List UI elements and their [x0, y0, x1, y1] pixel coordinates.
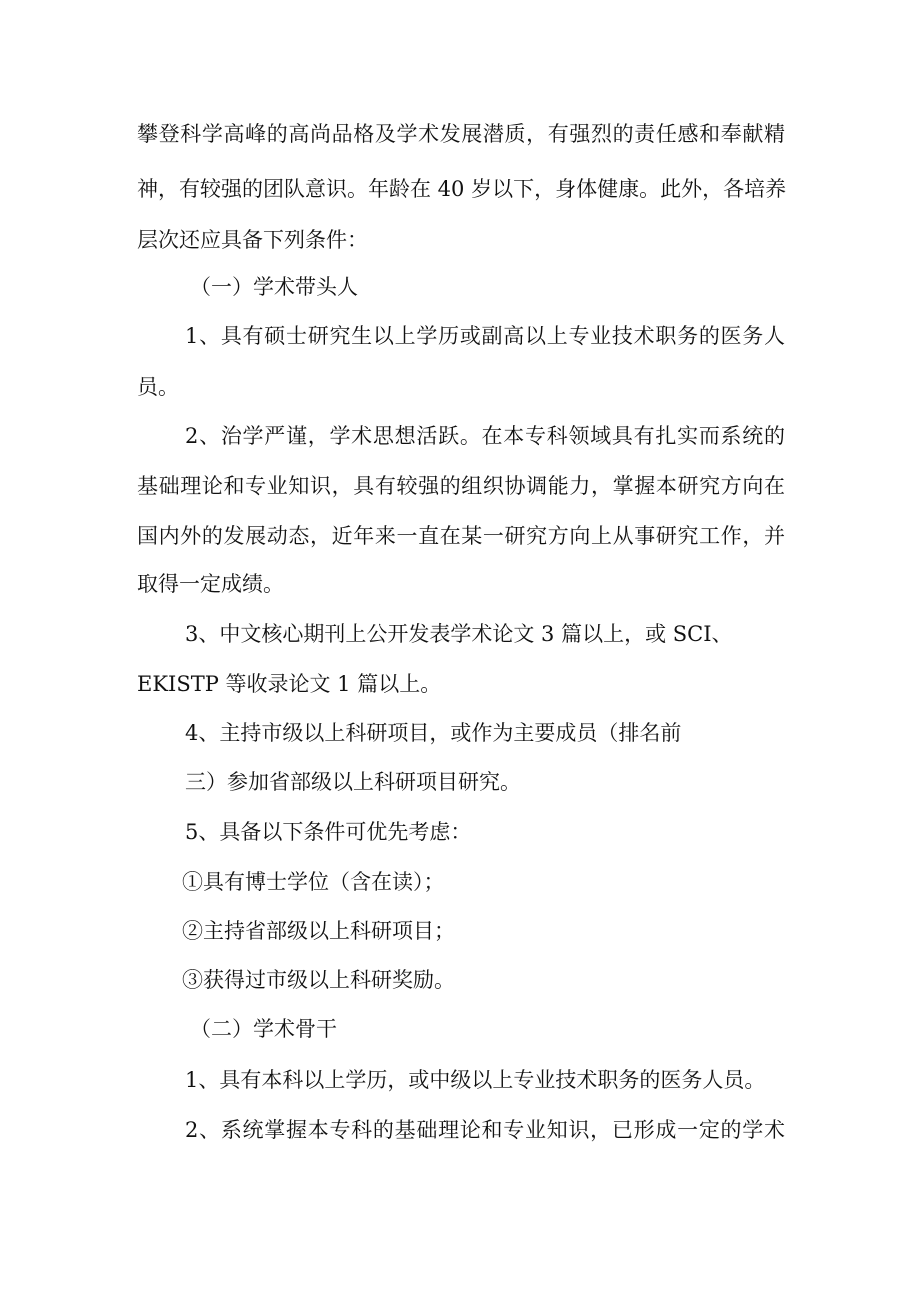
paragraph-line: 攀登科学高峰的高尚品格及学术发展潜质，有强烈的责任感和奉献精: [137, 122, 785, 146]
paragraph-line: 基础理论和专业知识，具有较强的组织协调能力，掌握本研究方向在: [137, 474, 785, 498]
paragraph-line: 1、具有硕士研究生以上学历或副高以上专业技术职务的医务人: [185, 324, 785, 348]
paragraph-line: 国内外的发展动态，近年来一直在某一研究方向上从事研究工作，并: [137, 524, 785, 548]
paragraph-line: 层次还应具备下列条件：: [137, 228, 368, 252]
section-heading: （二）学术骨干: [190, 1017, 337, 1041]
paragraph-line: 2、治学严谨，学术思想活跃。在本专科领域具有扎实而系统的: [185, 424, 785, 448]
paragraph-line: 1、具有本科以上学历，或中级以上专业技术职务的医务人员。: [185, 1068, 766, 1092]
paragraph-line: 2、系统掌握本专科的基础理论和专业知识，已形成一定的学术: [185, 1118, 785, 1142]
paragraph-line: 三）参加省部级以上科研项目研究。: [185, 770, 521, 794]
section-heading: （一）学术带头人: [190, 275, 358, 299]
paragraph-line: 员。: [137, 375, 179, 399]
paragraph-line: EKISTP 等收录论文 1 篇以上。: [137, 672, 442, 696]
paragraph-line: 取得一定成绩。: [137, 572, 284, 596]
list-item: ③获得过市级以上科研奖励。: [182, 968, 455, 992]
paragraph-line: 神，有较强的团队意识。年龄在 40 岁以下，身体健康。此外，各培养: [137, 177, 787, 201]
paragraph-line: 3、中文核心期刊上公开发表学术论文 3 篇以上，或 SCI、: [185, 622, 733, 646]
list-item: ②主持省部级以上科研项目；: [182, 919, 455, 943]
list-item: ①具有博士学位（含在读）；: [182, 870, 445, 894]
paragraph-line: 4、主持市级以上科研项目，或作为主要成员（排名前: [185, 721, 682, 745]
paragraph-line: 5、具备以下条件可优先考虑：: [185, 820, 472, 844]
